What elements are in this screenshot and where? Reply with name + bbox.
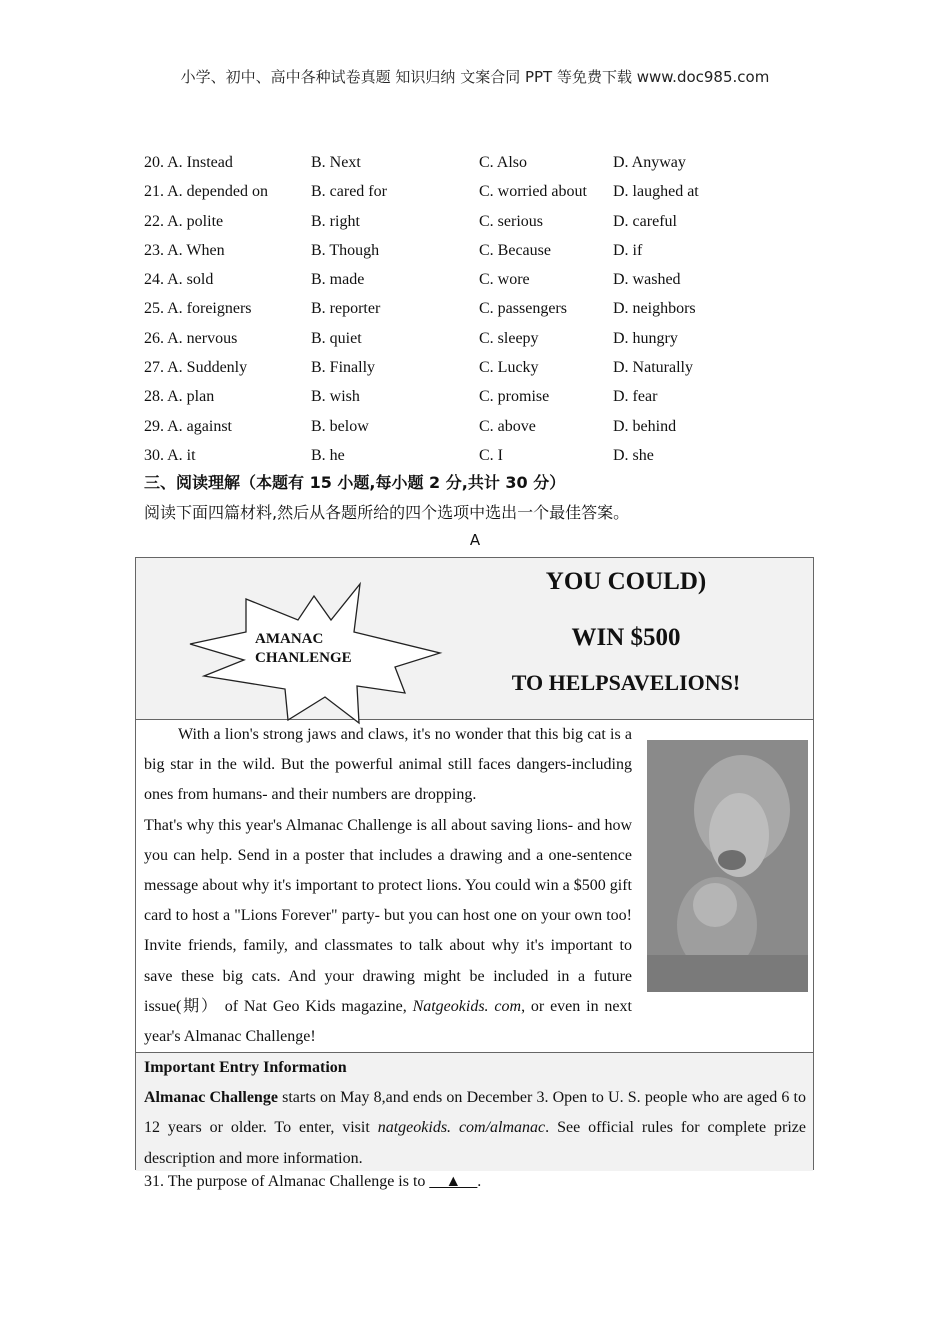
question-end: .: [477, 1173, 482, 1190]
option-c: C. Lucky: [479, 359, 539, 377]
section-title: 三、阅读理解（本题有 15 小题,每小题 2 分,共计 30 分）: [144, 473, 566, 492]
option-d: D. behind: [613, 417, 677, 435]
option-d: D. laughed at: [613, 183, 699, 201]
option-a: 20. A. Instead: [144, 154, 233, 171]
lion-image: [647, 740, 808, 992]
option-d: D. careful: [613, 212, 677, 230]
entry-bold: Almanac Challenge: [144, 1089, 278, 1107]
option-b: B. right: [311, 212, 360, 230]
option-d: D. neighbors: [613, 300, 696, 318]
paragraph-1: With a lion's strong jaws and claws, it's no wonder that this big cat is a big star in the wild. But the powerful animal still faces dangers-including ones from humans- and their numbers are dropping.: [144, 726, 632, 804]
answer-blank: __▲__: [429, 1173, 478, 1190]
option-a: 23. A. When: [144, 241, 225, 259]
option-a: 29. A. against: [144, 417, 232, 435]
option-b: B. reporter: [311, 300, 381, 318]
ad-body: [136, 720, 813, 1052]
option-row: [144, 207, 824, 236]
entry-details: [144, 1083, 806, 1174]
entry-title: Important Entry Information: [144, 1059, 347, 1076]
option-row: [144, 148, 824, 177]
option-row: [144, 265, 824, 294]
star-label-line1: AMANAC: [255, 631, 324, 647]
option-a: 28. A. plan: [144, 388, 215, 406]
option-row: [144, 294, 824, 323]
option-d: D. washed: [613, 271, 681, 289]
option-c: C. I: [479, 446, 503, 464]
option-row: [144, 353, 824, 382]
option-c: C. serious: [479, 212, 543, 230]
option-row: [144, 412, 824, 441]
passage-label: A: [469, 531, 481, 549]
question-31: [144, 1173, 481, 1191]
option-b: B. he: [311, 446, 345, 464]
option-c: C. Also: [479, 154, 528, 171]
option-a: 26. A. nervous: [144, 329, 238, 347]
option-a: 22. A. polite: [144, 212, 224, 230]
section-instruction: 阅读下面四篇材料,然后从各题所给的四个选项中选出一个最佳答案。: [144, 503, 630, 522]
option-b: B. quiet: [311, 329, 362, 347]
option-row: [144, 441, 824, 470]
option-d: D. if: [613, 241, 643, 259]
option-b: B. Finally: [311, 359, 376, 377]
option-d: D. fear: [613, 388, 658, 406]
option-a: 25. A. foreigners: [144, 300, 252, 318]
entry-text: [144, 1053, 806, 1174]
paragraph-2: [144, 811, 632, 1053]
headline-line3: TO HELPSAVELIONS!: [511, 670, 741, 695]
option-c: C. passengers: [479, 300, 567, 318]
option-row: [144, 382, 824, 411]
option-b: B. made: [311, 271, 365, 289]
ad-body-text: [144, 720, 632, 1052]
option-row: [144, 177, 824, 206]
option-b: B. cared for: [311, 183, 387, 201]
advertisement-box: [135, 557, 814, 1170]
option-b: B. Though: [311, 241, 380, 259]
lion-photo: [647, 740, 808, 992]
option-a: 24. A. sold: [144, 271, 214, 289]
option-d: D. hungry: [613, 329, 678, 347]
site-header: 小学、初中、高中各种试卷真题 知识归纳 文案合同 PPT 等免费下载 www.doc985.com: [180, 68, 770, 86]
star-label: [255, 630, 352, 668]
option-b: B. below: [311, 417, 369, 435]
option-d: D. she: [613, 446, 654, 464]
option-a: 21. A. depended on: [144, 183, 268, 201]
option-c: C. above: [479, 417, 536, 435]
option-b: B. Next: [311, 154, 361, 171]
option-a: 30. A. it: [144, 446, 196, 464]
option-b: B. wish: [311, 388, 360, 406]
entry-text-2: . See official rules for complete prize description and more information.: [144, 1119, 806, 1167]
headline-line1: YOU COULD): [545, 568, 707, 595]
option-a: 27. A. Suddenly: [144, 359, 248, 377]
entry-link: natgeokids. com/almanac: [377, 1119, 546, 1137]
entry-text-1: starts on May 8,and ends on December 3. Open to U. S. people who are aged 6 to 12 years or older. To enter, visit: [144, 1089, 806, 1137]
entry-info: [136, 1052, 813, 1171]
option-c: C. sleepy: [479, 329, 539, 347]
option-c: C. Because: [479, 241, 551, 259]
option-row: [144, 324, 824, 353]
star-label-line2: CHANLENGE: [255, 650, 352, 666]
answer-options: [144, 148, 824, 470]
option-c: C. wore: [479, 271, 530, 289]
option-d: D. Anyway: [613, 154, 686, 171]
ad-banner: [136, 558, 813, 720]
option-row: [144, 236, 824, 265]
paragraph-2-main: That's why this year's Almanac Challenge is all about saving lions- and how you can help. Send in a poster that includes a drawing and a one-sentence message about why it's important to protect lions. You could win a $500 gift card to host a "Lions Forever" party- but you can host one on your own too! Invite friends, family, and classmates to talk about why it's important to save these big cats. And your drawing might be included in a future issue(期） of Nat Geo Kids magazine,: [144, 816, 632, 1015]
option-d: D. Naturally: [613, 359, 693, 377]
paragraph-2-end: , or even in next year's Almanac Challenge!: [144, 997, 632, 1046]
headline-line2: WIN $500: [571, 624, 681, 651]
option-c: C. worried about: [479, 183, 587, 201]
website-name: Natgeokids. com: [412, 997, 522, 1015]
question-text: 31. The purpose of Almanac Challenge is to: [144, 1173, 430, 1190]
option-c: C. promise: [479, 388, 550, 406]
